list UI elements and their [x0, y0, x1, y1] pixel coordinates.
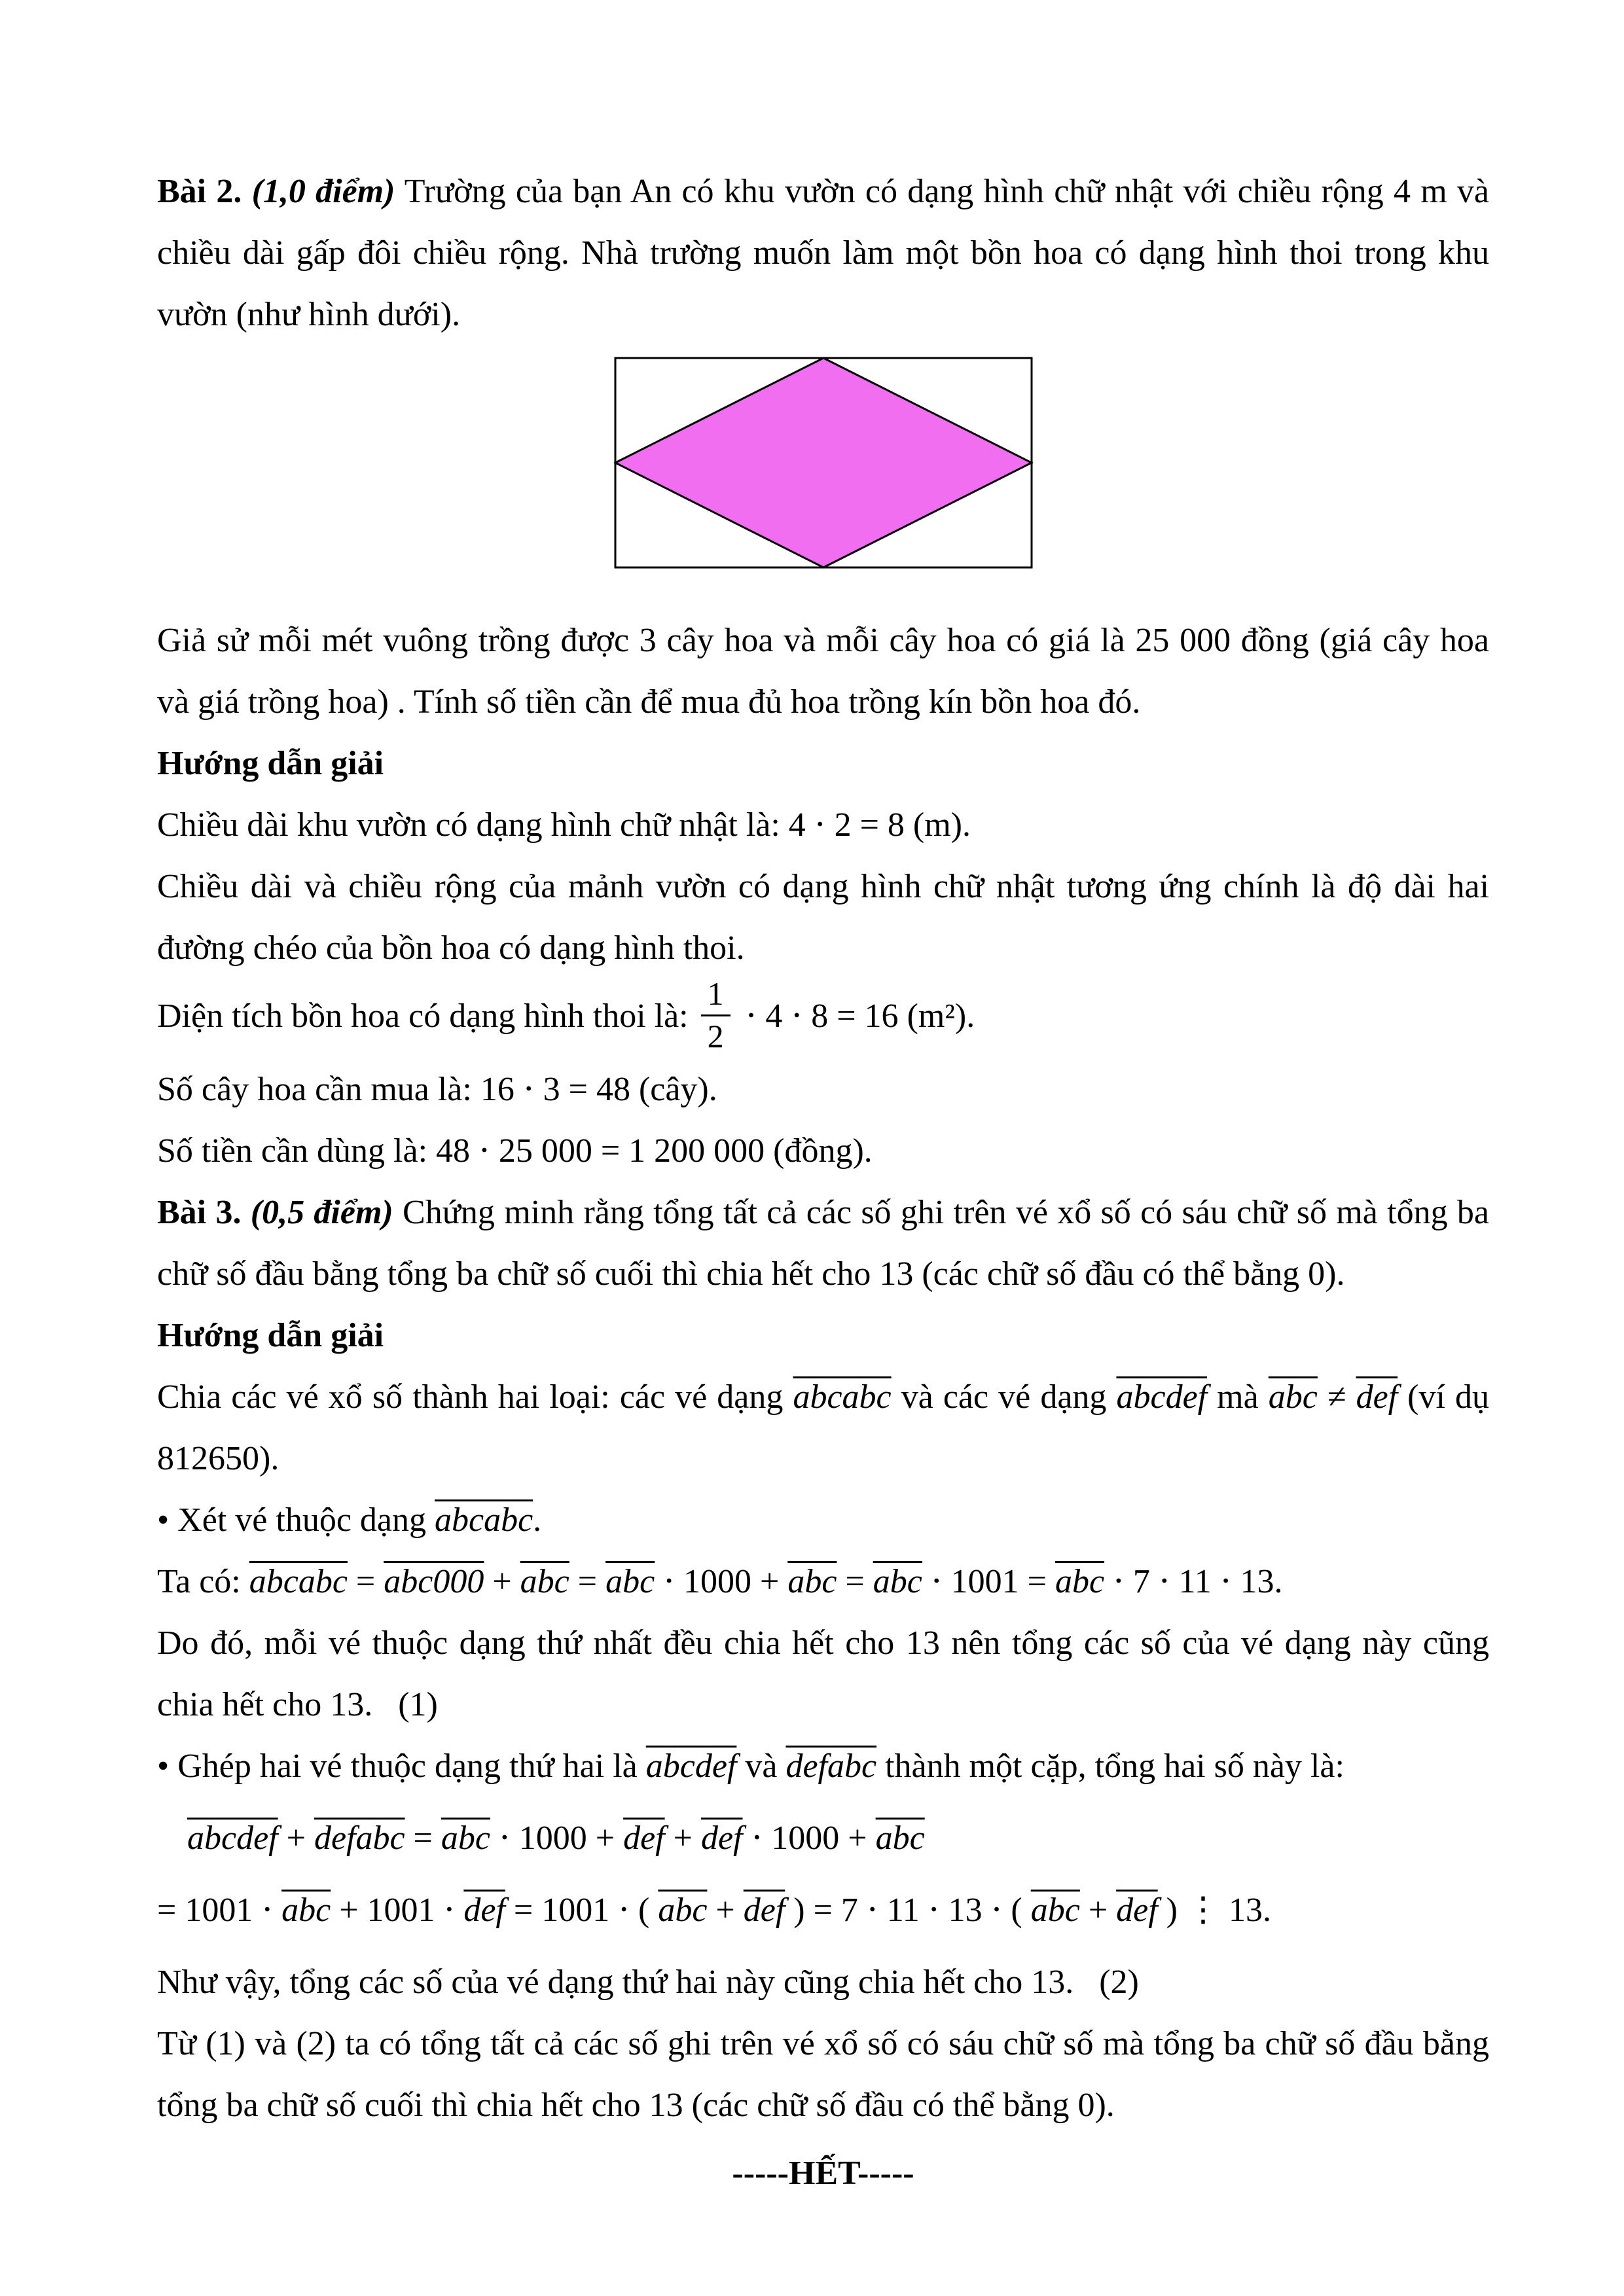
math-overline-abc: $\overline{abc}$ [875, 1820, 925, 1857]
text-segment: + [484, 1563, 520, 1600]
math-overline-abcabc: abcabc [434, 1501, 533, 1539]
text-segment: thành một cặp, tổng hai số này là: [876, 1748, 1344, 1785]
bai3-equation-line1 [157, 1808, 1489, 1869]
text-segment: = [569, 1563, 606, 1600]
bai2-sol-line2: Chiều dài và chiều rộng của mảnh vườn có dạng hình chữ nhật tương ứng chính là độ dài hai đường chéo của bồn hoa có dạng hình thoi. [157, 868, 1489, 967]
fraction-denominator: 2 [707, 1017, 724, 1054]
text-segment: = 1001 ⋅ [157, 1892, 282, 1929]
math-overline-def: $\overline{def}$ [1116, 1892, 1158, 1929]
math-overline-def: $\overline{def}$ [1356, 1378, 1398, 1416]
bai2-sol-line4 [157, 1059, 1489, 1121]
text-segment: mà [1207, 1378, 1269, 1416]
text-segment: = [837, 1563, 873, 1600]
text-segment: ⋅ 1001 = [922, 1563, 1055, 1600]
text-segment: = [347, 1563, 384, 1600]
math-overline-abcdef: abcdef [187, 1820, 278, 1857]
text-segment: + [664, 1820, 701, 1857]
math-overline-abcabc: abcabc [249, 1563, 348, 1600]
bai3-case1-bullet [157, 1490, 1489, 1551]
math-overline-abc000: abc000 [384, 1563, 484, 1600]
sol1-math: 4 ⋅ 2 = 8 [788, 806, 905, 844]
text-segment: + 1001 ⋅ [331, 1892, 464, 1929]
math-overline-abc: $\overline{abc}$ [281, 1892, 331, 1929]
math-overline-def: $\overline{def}$ [743, 1892, 785, 1929]
text-segment: = 1001 ⋅ ( [505, 1892, 659, 1929]
sol5-unit: (đồng). [765, 1132, 873, 1170]
text-segment: Ta có: [157, 1563, 249, 1600]
math-overline-def: $\overline{def}$ [623, 1820, 665, 1857]
sol3-unit: (m²). [898, 997, 975, 1035]
text-segment: = [405, 1820, 441, 1857]
bai3-statement-text: Chứng minh rằng tổng tất cả các số ghi trên vé xổ số có sáu chữ số mà tổng ba chữ số đầu bằng tổng ba chữ số cuối thì chia hết cho 13 (các chữ số đầu có thể bằng 0). [157, 1194, 1490, 1293]
sol5-text: Số tiền cần dùng là: [157, 1132, 437, 1170]
text-segment: ) ⋮ 13. [1157, 1892, 1271, 1929]
math-overline-defabc: defabc [785, 1748, 877, 1785]
text-segment: ⋅ 1000 + [490, 1820, 624, 1857]
text-segment: ⋅ 1000 + [742, 1820, 876, 1857]
bai2-sol-line5 [157, 1121, 1489, 1182]
sol4-unit: (cây). [630, 1071, 717, 1108]
text-segment: (ví dụ 812650). [157, 1378, 1490, 1477]
bai3-equation-line2 [157, 1880, 1489, 1941]
bai3-label: Bài 3. [157, 1194, 242, 1231]
bai2-problem [157, 161, 1489, 346]
math-overline-abc: $\overline{abc}$ [605, 1563, 655, 1600]
math-overline-abc: $\overline{abc}$ [873, 1563, 922, 1600]
sol4-math: 16 ⋅ 3 = 48 [480, 1071, 630, 1108]
text-segment: + [707, 1892, 744, 1929]
bai3-problem [157, 1182, 1489, 1305]
fraction-one-half [701, 975, 731, 1055]
bai3-conclusion: Từ (1) và (2) ta có tổng tất cả các số ghi trên vé xổ số có sáu chữ số mà tổng ba chữ số đầu bằng tổng ba chữ số cuối thì chia hết cho 13 (các chữ số đầu có thể bằng 0). [157, 2025, 1489, 2124]
sol5-math: 48 ⋅ 25 000 = 1 200 000 [436, 1132, 765, 1170]
bai3-classification [157, 1367, 1489, 1490]
text-segment: và các vé dạng [891, 1378, 1117, 1416]
text-segment: + [278, 1820, 314, 1857]
math-overline-abc: $\overline{abc}$ [1268, 1378, 1318, 1416]
bai3-solution-heading: Hướng dẫn giải [157, 1317, 384, 1354]
text-segment: ⋅ 1000 + [655, 1563, 788, 1600]
math-overline-abc: $\overline{abc}$ [1030, 1892, 1080, 1929]
bai2-statement-text: Trường của bạn An có khu vườn có dạng hình chữ nhật với chiều rộng 4 m và chiều dài gấp đôi chiều rộng. Nhà trường muốn làm một bồn hoa có dạng hình thoi trong khu vườn (như hình dưới). [157, 173, 1489, 333]
bai2-sol-line1 [157, 795, 1489, 856]
bai3-dodo: Do đó, mỗi vé thuộc dạng thứ nhất đều chia hết cho 13 nên tổng các số của vé dạng này cũng chia hết cho 13. (1) [157, 1624, 1489, 1723]
math-overline-abc: $\overline{abc}$ [787, 1563, 837, 1600]
figure-container [157, 356, 1489, 569]
bai3-case2-bullet [157, 1736, 1489, 1797]
bai2-points: (1,0 điểm) [242, 173, 395, 210]
math-overline-abc: $\overline{abc}$ [520, 1563, 569, 1600]
bai3-taco-equation [157, 1551, 1489, 1613]
math-overline-abcabc: abcabc [793, 1378, 892, 1416]
text-segment: và [736, 1748, 786, 1785]
bai3-points: (0,5 điểm) [241, 1194, 393, 1231]
sol1-text: Chiều dài khu vườn có dạng hình chữ nhật là: [157, 806, 789, 844]
math-overline-abc: $\overline{abc}$ [1055, 1563, 1105, 1600]
text-segment: ) = 7 ⋅ 11 ⋅ 13 ⋅ ( [785, 1892, 1031, 1929]
text-segment: • Xét vé thuộc dạng [157, 1501, 435, 1539]
sol3-text: Diện tích bồn hoa có dạng hình thoi là: [157, 997, 697, 1035]
bai2-label: Bài 2. [157, 173, 242, 210]
bai2-solution-heading: Hướng dẫn giải [157, 745, 384, 782]
math-overline-def: $\overline{def}$ [463, 1892, 505, 1929]
sol1-unit: (m). [904, 806, 971, 844]
end-marker: -----HẾT----- [732, 2155, 914, 2192]
sol4-text: Số cây hoa cần mua là: [157, 1071, 480, 1108]
fraction-numerator: 1 [701, 975, 731, 1016]
math-overline-abc: $\overline{abc}$ [441, 1820, 490, 1857]
text-segment: ≠ [1317, 1378, 1356, 1416]
text-segment: • Ghép hai vé thuộc dạng thứ hai là [157, 1748, 646, 1785]
bai3-nhuvay: Như vậy, tổng các số của vé dạng thứ hai này cũng chia hết cho 13. (2) [157, 1964, 1139, 2001]
text-segment: Chia các vé xổ số thành hai loại: các vé dạng [157, 1378, 793, 1416]
sol3-math: ⋅ 4 ⋅ 8 = 16 [736, 997, 899, 1035]
math-overline-abcdef: abcdef [1116, 1378, 1208, 1416]
math-overline-defabc: defabc [314, 1820, 405, 1857]
garden-rhombus-figure [614, 356, 1033, 569]
math-overline-abcdef: abcdef [645, 1748, 737, 1785]
text-segment: ⋅ 7 ⋅ 11 ⋅ 13. [1104, 1563, 1283, 1600]
bai2-sol-line3 [157, 975, 1489, 1059]
text-segment: + [1079, 1892, 1117, 1929]
bai2-assumption: Giả sử mỗi mét vuông trồng được 3 cây hoa và mỗi cây hoa có giá là 25 000 đồng (giá cây hoa và giá trồng hoa) . Tính số tiền cần để mua đủ hoa trồng kín bồn hoa đó. [157, 622, 1489, 721]
math-overline-def: $\overline{def}$ [700, 1820, 743, 1857]
math-overline-abc: $\overline{abc}$ [658, 1892, 708, 1929]
text-segment: . [533, 1501, 542, 1539]
